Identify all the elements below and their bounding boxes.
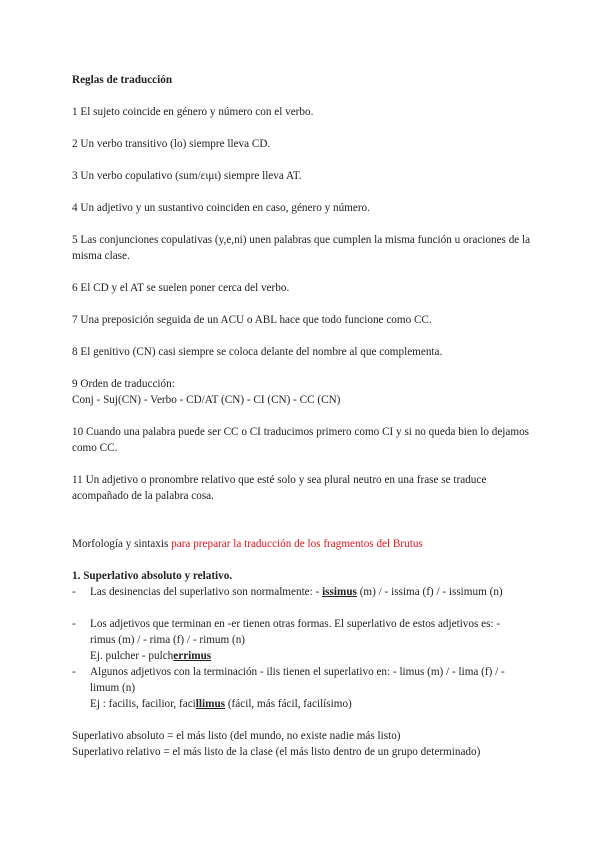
bullet-3-example: Ej : facilis, facilior, facillimus (fácil, más fácil, facilísimo) [90, 698, 352, 710]
morph-red: para preparar la traducción de los fragmentos del Brutus [171, 538, 423, 550]
bullet-dash: - [72, 666, 76, 678]
morph-heading [72, 536, 532, 552]
rule-3: 3 Un verbo copulativo (sum/ειμι) siempre lleva AT. [72, 170, 302, 182]
underlined-ending: errimus [173, 650, 212, 662]
rule-1: 1 El sujeto coincide en género y número con el verbo. [72, 106, 314, 118]
rule-10: 10 Cuando una palabra puede ser CC o CI traducimos primero como CI y si no queda bien lo dejamos como CC. [72, 426, 530, 454]
bullet-3: - Algunos adjetivos con la terminación - ilis tienen el superlativo en: - limus (m) / - lima (f) / - limum (n) [72, 666, 505, 694]
underlined-ending: llimus [195, 698, 226, 710]
translation-order: Conj - Suj(CN) - Verbo - CD/AT (CN) - CI (CN) - CC (CN) [72, 394, 341, 406]
rule-8: 8 El genitivo (CN) casi siempre se coloca delante del nombre al que complementa. [72, 346, 443, 358]
bullet-1: - Las desinencias del superlativo son normalmente: - issimus (m) / - issima (f) / - issimum (n) [72, 586, 503, 598]
morph-plain: Morfología y sintaxis [72, 538, 172, 550]
rule-2: 2 Un verbo transitivo (lo) siempre lleva CD. [72, 138, 271, 150]
section-1-heading: 1. Superlativo absoluto y relativo. [72, 570, 233, 582]
underlined-ending: issimus [322, 586, 357, 598]
rule-11: 11 Un adjetivo o pronombre relativo que esté solo y sea plural neutro en una frase se traduce acompañado de la palabra cosa. [72, 474, 487, 502]
definition-absolute: Superlativo absoluto = el más listo (del mundo, no existe nadie más listo) [72, 730, 401, 742]
rule-9: 9 Orden de traducción: [72, 378, 175, 390]
definition-relative: Superlativo relativo = el más listo de la clase (el más listo dentro de un grupo determinado) [72, 746, 481, 758]
rule-4: 4 Un adjetivo y un sustantivo coinciden en caso, género y número. [72, 202, 370, 214]
doc-title: Reglas de traducción [72, 74, 173, 86]
rule-6: 6 El CD y el AT se suelen poner cerca del verbo. [72, 282, 290, 294]
bullet-dash: - [72, 586, 76, 598]
bullet-dash: - [72, 618, 76, 630]
rule-5: 5 Las conjunciones copulativas (y,e,ni) unen palabras que cumplen la misma función u oraciones de la misma clase. [72, 234, 531, 262]
rule-7: 7 Una preposición seguida de un ACU o ABL hace que todo funcione como CC. [72, 314, 432, 326]
bullet-2: - Los adjetivos que terminan en -er tienen otras formas. El superlativo de estos adjetivos es: - rimus (m) / - rima (f) / - rimum (n) [72, 618, 501, 646]
bullet-2-example: Ej. pulcher - pulcherrimus [90, 650, 212, 662]
